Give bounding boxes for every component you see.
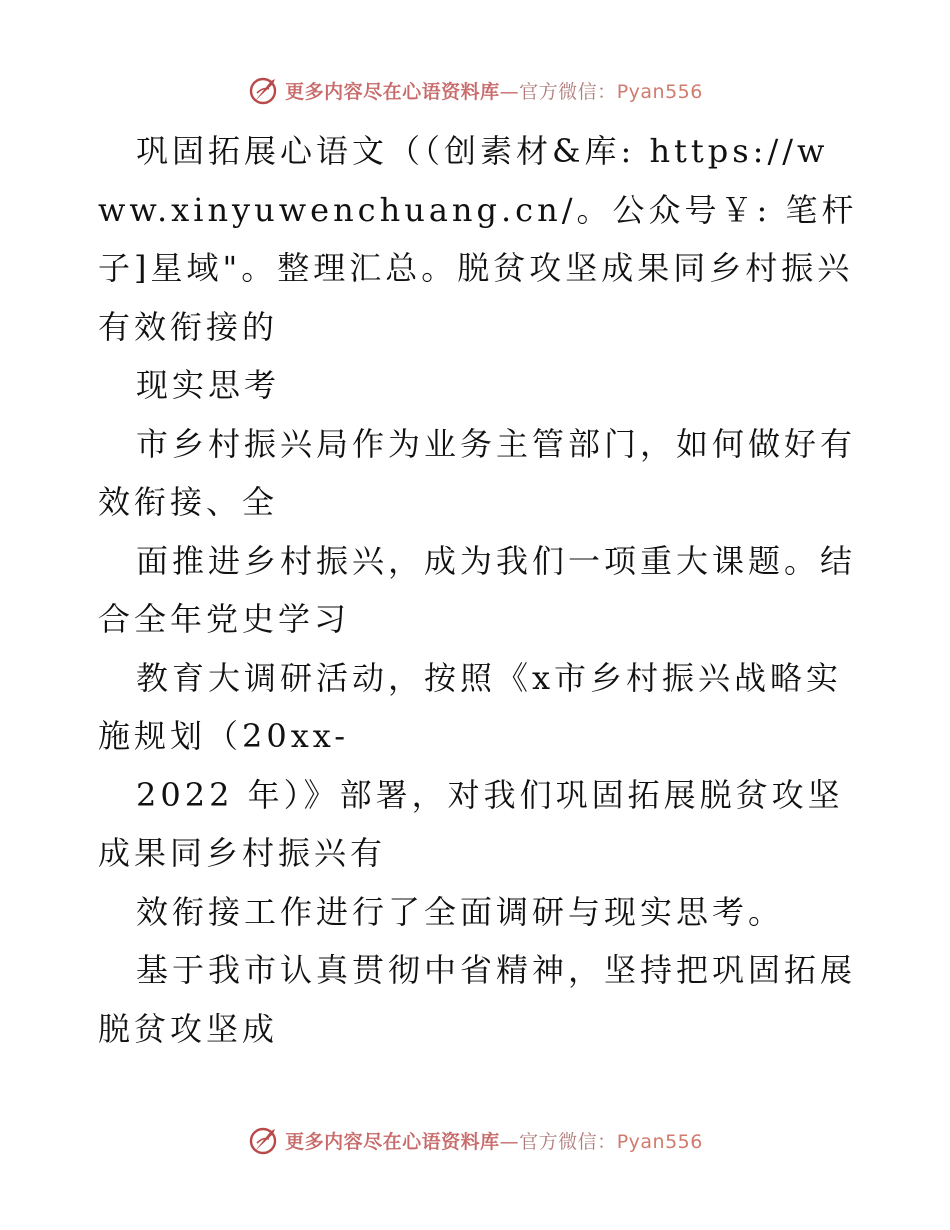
paragraph-5: 教育大调研活动，按照《x市乡村振兴战略实施规划（20xx- (98, 658, 843, 755)
footer-banner-separator: — (499, 1130, 520, 1153)
paragraph-8: 基于我市认真贯彻中省精神，坚持把巩固拓展脱贫攻坚成 (98, 951, 857, 1048)
paragraph-4: 面推进乡村振兴，成为我们一项重大课题。结合全年党史学习 (98, 541, 857, 638)
footer-banner (0, 1120, 950, 1160)
header-banner-wechat: Pyan556 (616, 80, 703, 103)
paragraph-2: 现实思考 (136, 366, 281, 404)
paragraph-6: 2022 年）》部署，对我们巩固拓展脱贫攻坚成果同乡村振兴有 (98, 775, 844, 872)
paragraph-3: 市乡村振兴局作为业务主管部门，如何做好有效衔接、全 (98, 424, 857, 521)
quill-logo-icon (247, 1123, 281, 1157)
paragraph-1: 巩固拓展心语文（（创素材&库: https://www.xinyuwenchuang.cn/。公众号￥: 笔杆子]星域"。整理汇总。脱贫攻坚成果同乡村振兴有效衔接的 (98, 132, 858, 346)
footer-banner-text (285, 1127, 703, 1154)
header-banner (0, 70, 950, 110)
paragraph-7: 效衔接工作进行了全面调研与现实思考。 (136, 892, 785, 931)
footer-banner-wechat: Pyan556 (616, 1130, 703, 1153)
footer-banner-label: 官方微信： (519, 1130, 617, 1153)
quill-logo-icon (247, 73, 281, 107)
document-body (98, 122, 858, 1058)
header-banner-label: 官方微信： (519, 80, 617, 103)
header-banner-separator: — (499, 80, 520, 103)
footer-banner-main: 更多内容尽在心语资料库 (285, 1130, 500, 1153)
header-banner-main: 更多内容尽在心语资料库 (285, 80, 500, 103)
header-banner-text (285, 77, 703, 104)
